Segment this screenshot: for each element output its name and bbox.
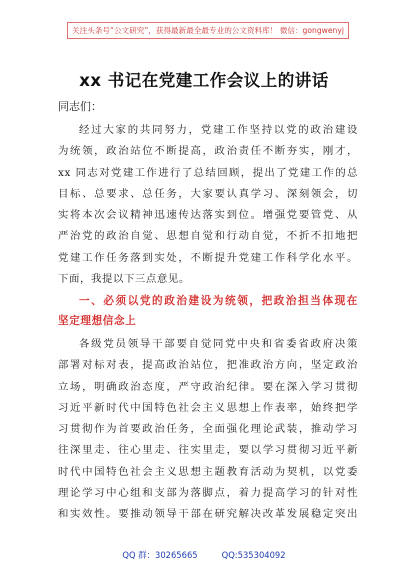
paragraph-line: 下面，我提以下三点意见。 — [58, 273, 190, 286]
paragraph-line: 严治党的政治自觉、思想自觉和行动自觉，不折不扣地把 — [58, 230, 358, 243]
banner-text: 关注头条号“公文研究”，获得最新最全最专业的公文资料库！ 微信：gongwenyj — [72, 26, 344, 35]
page-footer — [0, 549, 408, 561]
paragraph-line: 时代中国特色社会主义思想主题教育活动为契机，以党委 — [58, 465, 358, 478]
document-title: xx 书记在党建工作会议上的讲话 — [79, 71, 329, 90]
paragraph-line: 部署对标对表，提高政治站位，把准政治方向，坚定政治 — [58, 359, 358, 372]
paragraph-line: 经过大家的共同努力，党建工作坚持以党的政治建设 — [79, 124, 358, 136]
paragraph-line: 习贯彻作为首要政治任务，全面强化理论武装，推动学习 — [58, 423, 358, 436]
paragraph-line: 往深里走、往心里走、往实里走，要以学习贯彻习近平新 — [58, 444, 358, 457]
paragraph-line: 各级党员领导干部要自觉同党中央和省委省政府决策 — [79, 338, 358, 350]
paragraph-1 — [58, 120, 358, 290]
heading-line: 一、必须以党的政治建设为统领，把政治担当体现在 — [79, 295, 358, 307]
paragraph-line: 目标、总要求、总任务，大家要认真学习、深刻领会，切 — [58, 187, 358, 200]
paragraph-line: 为统领，政治站位不断提高，政治责任不断夯实，刚才， — [58, 145, 358, 158]
paragraph-line: 习近平新时代中国特色社会主义思想上作表率，始终把学 — [58, 401, 358, 414]
paragraph-line: 实将本次会议精神迅速传达落实到位。增强党要管党、从 — [58, 209, 358, 222]
paragraph-2 — [58, 334, 358, 526]
paragraph-line: 立场，明确政治态度，严守政治纪律。要在深入学习贯彻 — [58, 380, 358, 393]
paragraph-line: 理论学习中心组和支部为落脚点，着力提高学习的针对性 — [58, 487, 358, 500]
paragraph-line: 党建工作任务落到实处，不断提升党建工作科学化水平。 — [58, 251, 358, 264]
heading-line: 坚定理想信念上 — [58, 315, 137, 327]
paragraph-line: xx 同志对党建工作进行了总结回顾，提出了党建工作的总 — [58, 166, 358, 179]
footer-qq: QQ:535304092 — [221, 550, 286, 560]
footer-qq-group: QQ 群：30265665 — [122, 550, 198, 560]
section-heading-1 — [58, 291, 358, 331]
top-banner — [67, 22, 349, 39]
salutation: 同志们： — [58, 100, 102, 113]
paragraph-line: 和实效性。要推动领导干部在研究解决改革发展稳定突出 — [58, 508, 358, 521]
